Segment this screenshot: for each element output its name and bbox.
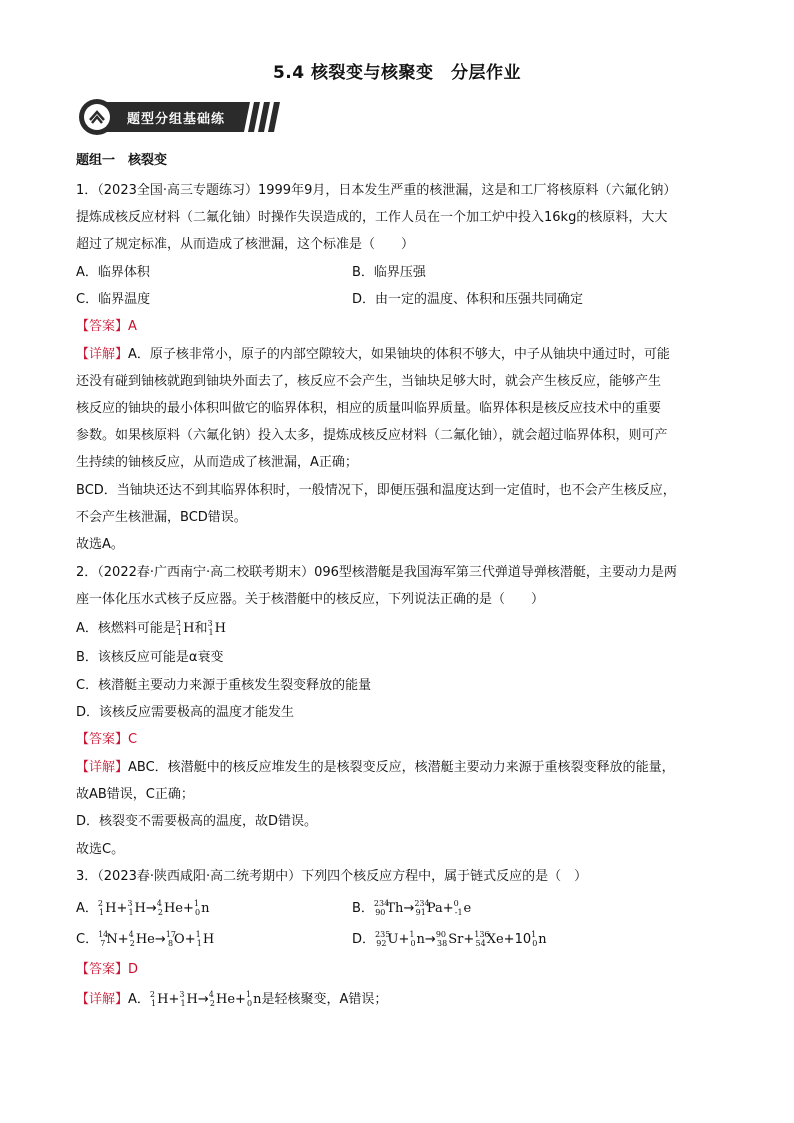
nuclide-h2: $^2_1$H [175,619,195,637]
answer-value: C [128,732,138,747]
q2-detail-1 [76,759,675,777]
answer-value: A [128,319,137,334]
q3-option-b: B．$^{234}_{90}$Th→$^{234}_{91}$Pa+$^0_{-1}$e [352,899,472,917]
q1-detail-7: 不会产生核泄漏，BCD错误。 [76,510,247,525]
q2-option-c: C．核潜艇主要动力来源于重核发生裂变释放的能量 [76,678,372,693]
detail-tag: 【详解】 [76,347,129,362]
q2-conclusion: 故选C。 [76,842,125,857]
q2-detail-3: D．核裂变不需要极高的温度，故D错误。 [76,814,318,829]
detail-tag: 【详解】 [76,760,129,775]
q3-option-a: A．$^2_1$H+$^3_1$H→$^4_2$He+$^1_0$n [76,899,210,917]
page-title: 5.4 核裂变与核聚变 分层作业 [272,63,522,83]
q1-answer [76,318,137,336]
detail-text: ABC．核潜艇中的核反应堆发生的是核裂变反应，核潜艇主要动力来源于重核裂变释放的能量， [128,760,675,775]
q1-line-3: 超过了规定标准，从而造成了核泄漏，这个标准是（ ） [76,237,415,252]
q1-detail-3: 核反应的铀块的最小体积叫做它的临界体积，相应的质量叫临界质量。临界体积是核反应技术中的重要 [76,401,662,416]
q1-detail-5: 生持续的铀核反应，从而造成了核泄漏，A正确； [76,455,358,470]
group-heading: 题组一 核裂变 [76,153,168,168]
q2-line-2: 座一体化压水式核子反应器。关于核潜艇中的核反应，下列说法正确的是（ ） [76,592,545,607]
q1-line-2: 提炼成核反应材料（二氟化铀）时操作失误造成的，工作人员在一个加工炉中投入16kg的核原料，大大 [76,210,668,225]
detail-tag: 【详解】 [76,992,129,1007]
q1-option-d: D．由一定的温度、体积和压强共同确定 [352,292,584,307]
q3-option-d: D．$^{235}_{92}U+^1_0n\to^{90}_{38}Sr+^{136}_{54}Xe+10^1_0n$ [352,930,547,948]
answer-tag: 【答案】 [76,319,129,334]
q3-detail-1: 【详解】A．$^2_1$H+$^3_1$H→$^4_2$He+$^1_0$n是轻核聚变，A错误； [76,990,388,1008]
q3-answer [76,961,138,979]
q2-line-1: 2．（2022春·广西南宁·高二校联考期末）096型核潜艇是我国海军第三代弹道导弹核潜艇，主要动力是两 [76,565,677,580]
q2-option-a [76,620,226,639]
q1-line-1: 1．（2023全国·高三专题练习）1999年9月，日本发生严重的核泄漏，这是和工厂将核原料（六氟化钠） [76,183,677,198]
q2-option-d: D．该核反应需要极高的温度才能发生 [76,705,295,720]
q1-option-a: A．临界体积 [76,265,150,280]
q1-option-c: C．临界温度 [76,292,151,307]
q3-line-1: 3．（2023春·陕西咸阳·高二统考期中）下列四个核反应方程中，属于链式反应的是（ ） [76,869,588,884]
q2-option-b: B．该核反应可能是α衰变 [76,650,224,665]
answer-tag: 【答案】 [76,962,129,977]
q1-detail-2: 还没有碰到铀核就跑到铀块外面去了，核反应不会产生，当铀块足够大时，就会产生核反应，能够产生 [76,374,662,389]
q2-answer [76,731,137,749]
detail-text: A．原子核非常小，原子的内部空隙较大，如果铀块的体积不够大，中子从铀块中通过时，可能 [128,347,670,362]
option-text: A．核燃料可能是 [76,621,176,636]
q1-detail-6: BCD．当铀块还达不到其临界体积时，一般情况下，即便压强和温度达到一定值时，也不会产生核反应， [76,483,676,498]
q1-option-b: B．临界压强 [352,265,426,280]
q3-option-c: C．$^{14}_7$N+$^4_2$He→$^{17}_8$O+$^1_1$H [76,930,215,948]
q1-detail-1 [76,346,670,364]
q2-detail-2: 故AB错误，C正确； [76,787,194,802]
banner-label: 题型分组基础练 [127,112,226,127]
q1-conclusion: 故选A。 [76,537,124,552]
nuclide-h3: $^3_1$H [207,619,226,637]
option-and: 和 [194,621,208,636]
q1-detail-4: 参数。如果核原料（六氟化钠）投入太多，提炼成核反应材料（二氟化铀），就会超过临界体积，则可产 [76,428,668,443]
answer-value: D [128,962,139,977]
answer-tag: 【答案】 [76,732,129,747]
